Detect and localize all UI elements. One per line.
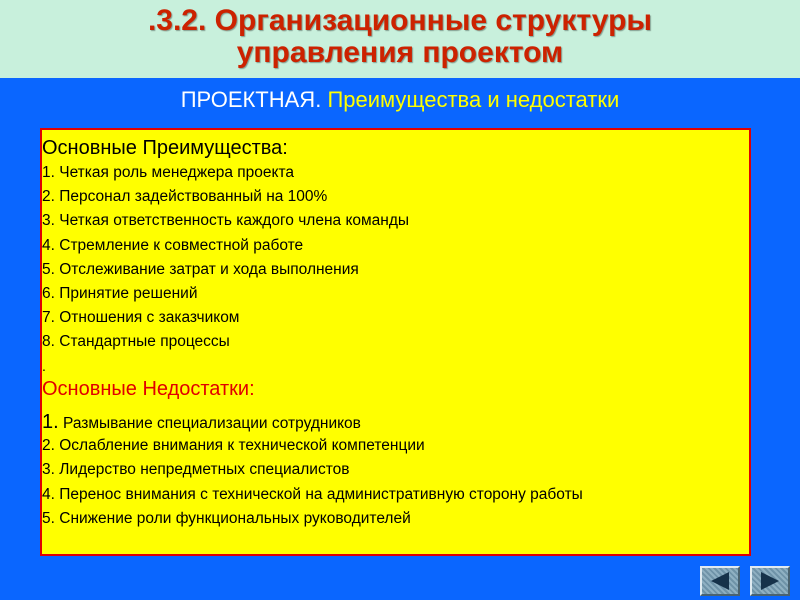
item-number: 2.	[42, 437, 55, 455]
item-text: Перенос внимания с технической на административную сторону работы	[59, 485, 583, 503]
item-text: Четкая ответственность каждого члена команды	[59, 212, 410, 230]
list-item	[42, 258, 409, 282]
list-item	[42, 434, 583, 458]
item-number: 7.	[42, 309, 55, 327]
item-number: 3.	[42, 212, 55, 230]
slide-subtitle	[0, 87, 800, 113]
item-number: 5.	[42, 509, 55, 527]
item-text: Стандартные процессы	[59, 333, 230, 351]
advantages-title: Основные Преимущества:	[42, 137, 288, 159]
slide-title	[0, 5, 800, 69]
item-text: Принятие решений	[59, 284, 198, 302]
item-number: 2.	[42, 188, 55, 206]
item-text: Снижение роли функциональных руководителей	[59, 509, 411, 527]
subtitle-type: ПРОЕКТНАЯ.	[180, 87, 322, 112]
list-item	[42, 161, 409, 185]
list-item	[42, 306, 409, 330]
item-text: Отслеживание затрат и хода выполнения	[59, 260, 359, 278]
list-item	[42, 330, 409, 354]
item-text: Отношения с заказчиком	[59, 309, 240, 327]
list-item	[42, 483, 583, 507]
item-text: Четкая роль менеджера проекта	[59, 164, 295, 181]
item-text: Ослабление внимания к технической компетенции	[59, 437, 425, 455]
slide-title-line-1: .3.2. Организационные структуры	[147, 4, 653, 37]
list-item	[42, 507, 583, 531]
item-number: 3.	[42, 461, 55, 479]
item-text: Персонал задействованный на 100%	[59, 188, 328, 206]
item-number: 8.	[42, 333, 55, 351]
item-number: 1.	[42, 411, 59, 433]
item-text: Стремление к совместной работе	[59, 236, 304, 254]
item-number: 4.	[42, 236, 55, 254]
slide-title-line-2: управления проектом	[236, 36, 564, 69]
arrow-left-icon	[702, 568, 738, 594]
next-slide-button[interactable]	[750, 566, 790, 596]
disadvantages-title: Основные Недостатки:	[42, 378, 255, 400]
separator-dot: .	[42, 358, 46, 374]
list-item	[42, 410, 583, 434]
item-number: 5.	[42, 260, 55, 278]
list-item	[42, 282, 409, 306]
disadvantages-list	[42, 410, 583, 531]
advantages-list	[42, 161, 409, 355]
header-band	[0, 0, 800, 78]
list-item	[42, 234, 409, 258]
arrow-right-icon	[752, 568, 788, 594]
list-item	[42, 458, 583, 482]
previous-slide-button[interactable]	[700, 566, 740, 596]
item-number: 1.	[42, 164, 55, 181]
list-item	[42, 209, 409, 233]
list-item	[42, 185, 409, 209]
subtitle-topic: Преимущества и недостатки	[327, 87, 620, 112]
item-number: 6.	[42, 284, 55, 302]
item-text: Лидерство непредметных специалистов	[59, 461, 350, 479]
content-panel	[40, 128, 751, 556]
item-number: 4.	[42, 485, 55, 503]
item-text: Размывание специализации сотрудников	[63, 415, 361, 432]
